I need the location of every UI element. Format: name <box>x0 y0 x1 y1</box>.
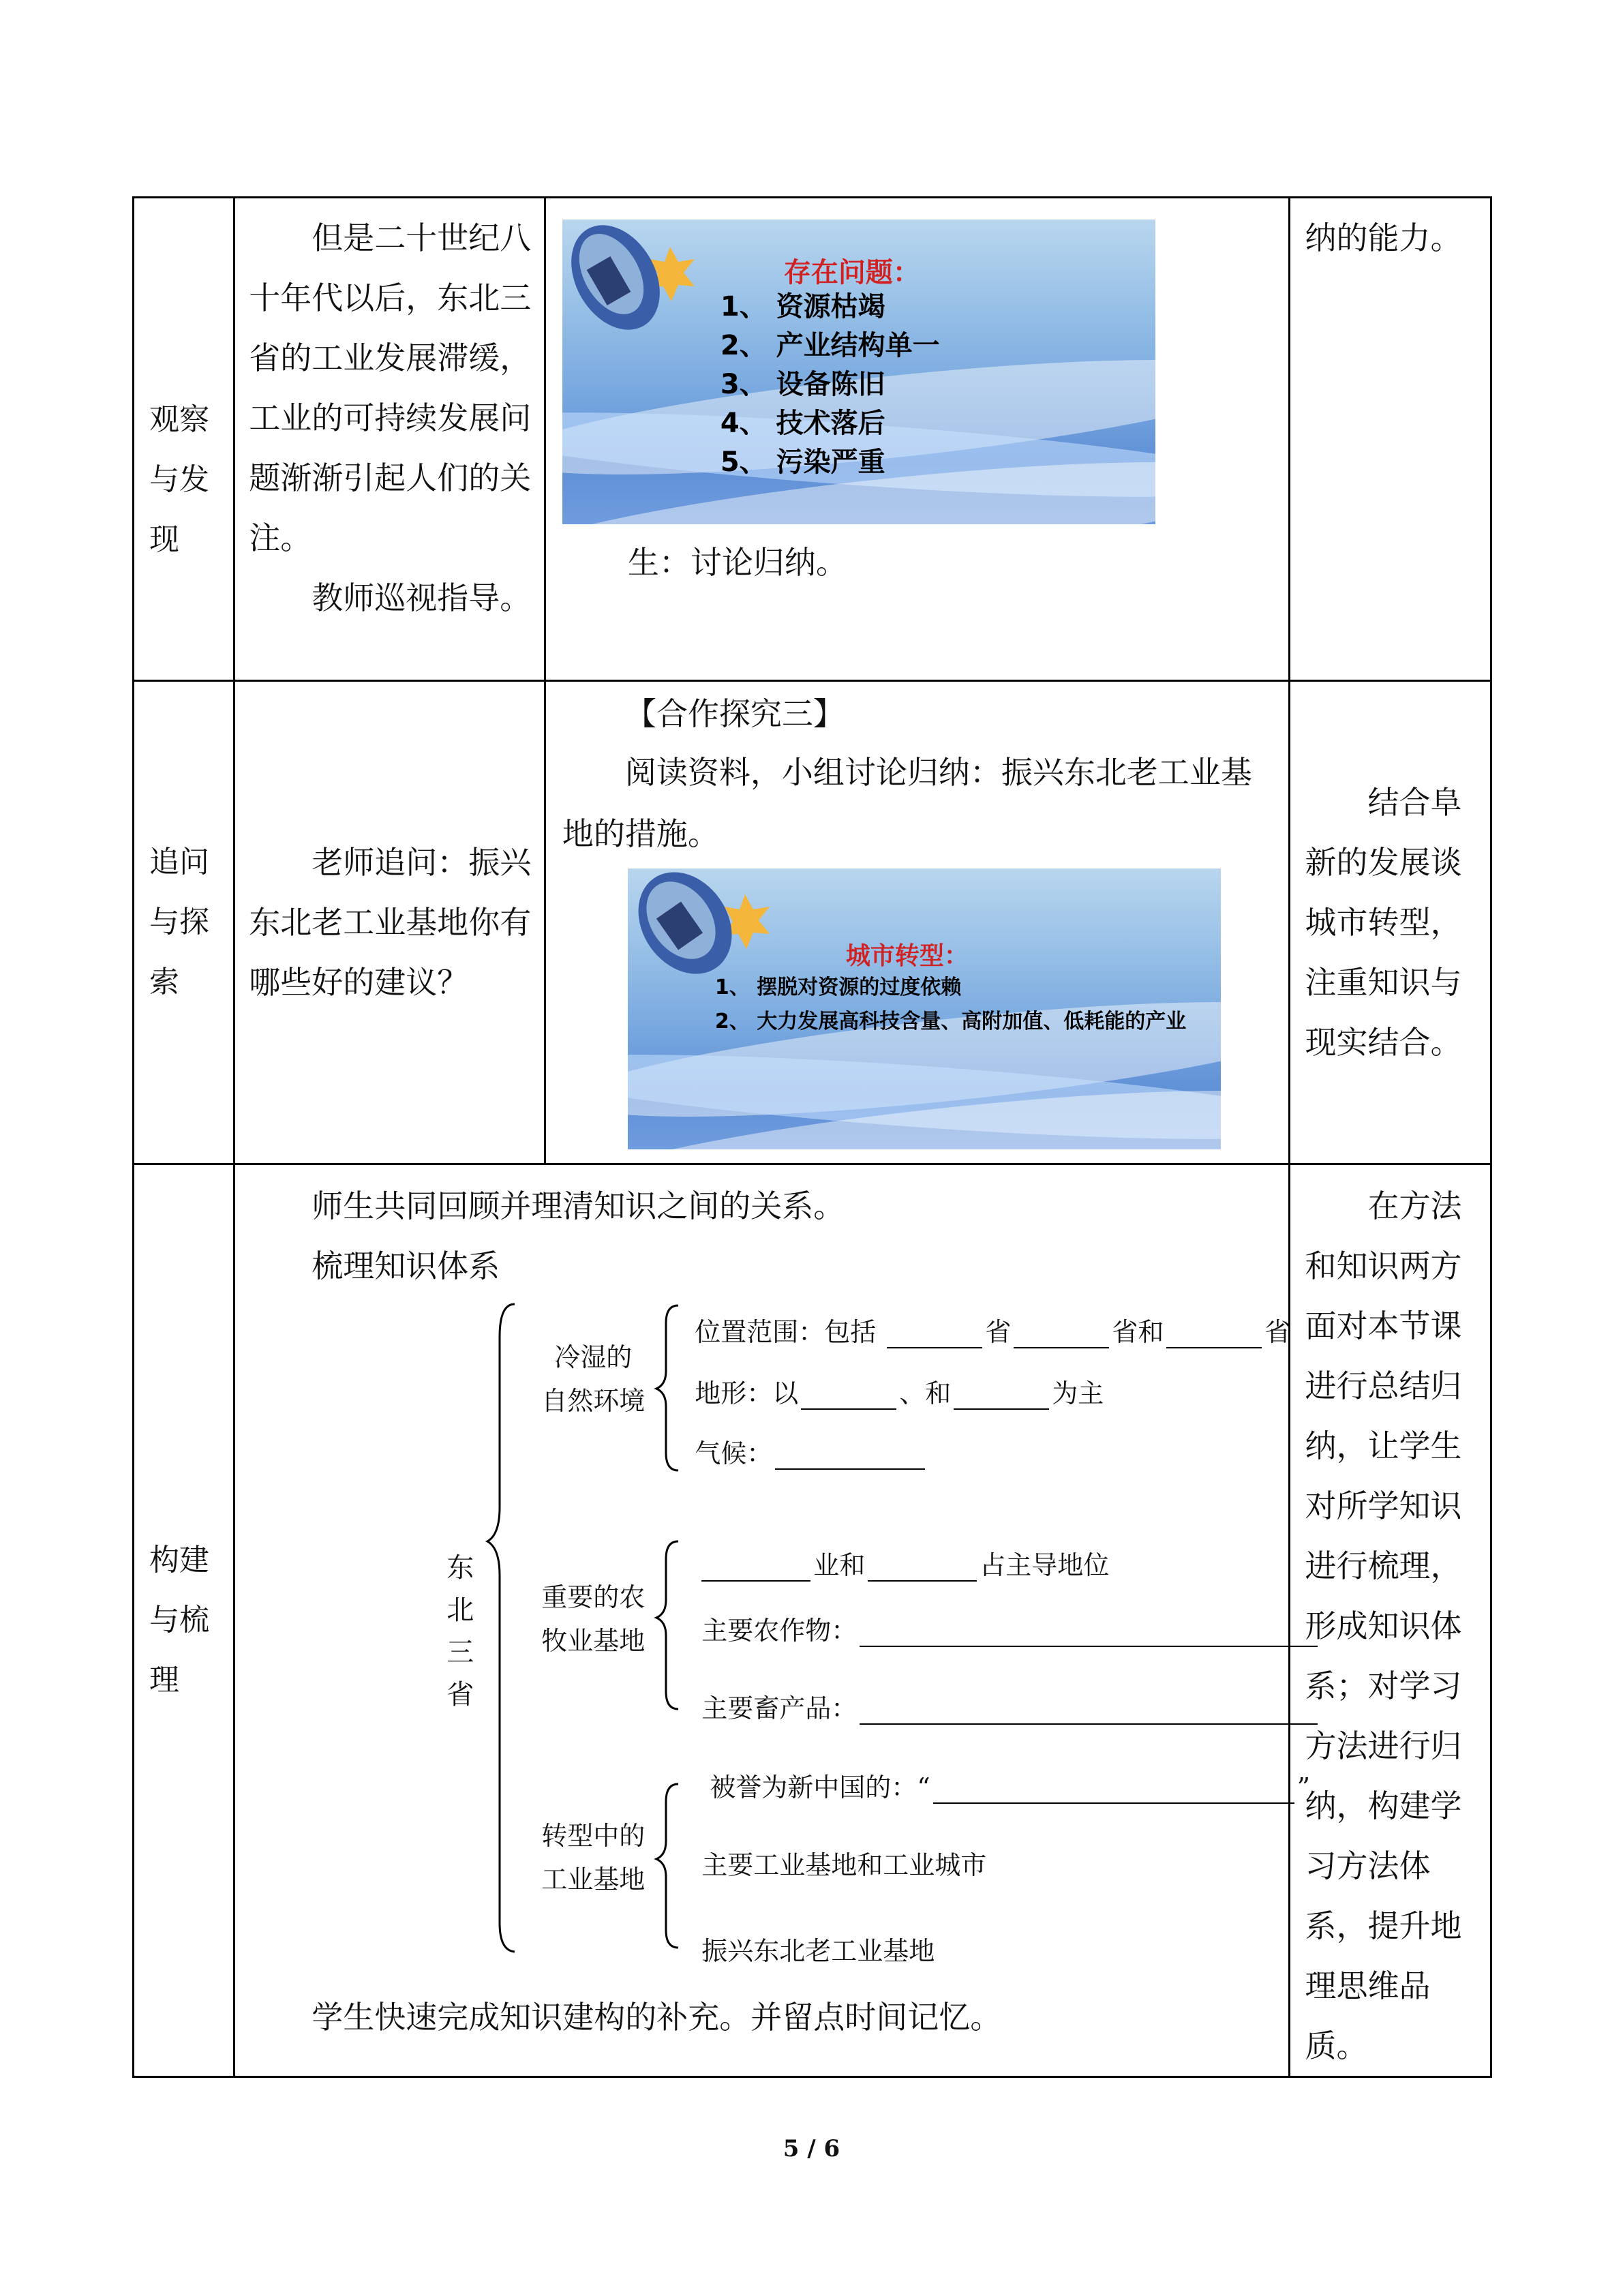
review-line: 梳理知识体系 <box>312 1248 500 1284</box>
lesson-table <box>132 196 1492 2078</box>
intent-text: 结合阜新的发展谈城市转型，注重知识与现实结合。 <box>1305 784 1462 1061</box>
student-text: 生：讨论归纳。 <box>627 544 847 581</box>
map-item: 主要工业基地和工业城市 <box>701 1850 987 1880</box>
list-item: 3、 设备陈旧 <box>720 369 885 400</box>
design-intent <box>1289 198 1491 681</box>
globe-logo-icon <box>631 868 780 984</box>
teacher-activity <box>234 681 545 1164</box>
stage-label: 追问 与探 索 <box>134 681 234 1164</box>
map-item: 主要畜产品： <box>701 1687 1320 1725</box>
list-item: 5、 污染严重 <box>720 447 885 478</box>
student-activity <box>545 198 1289 681</box>
intent-text: 纳的能力。 <box>1305 220 1462 256</box>
review-content <box>234 1164 1311 2077</box>
map-item: 主要农作物： <box>701 1610 1320 1647</box>
map-item: 业和 占主导地位 <box>699 1544 1109 1582</box>
review-closing: 学生快速完成知识建构的补充。并留点时间记忆。 <box>312 1999 1002 2036</box>
table-row <box>134 1164 1491 2077</box>
table-row <box>134 681 1491 1164</box>
teacher-text: 老师追问：振兴东北老工业基地你有哪些好的建议？ <box>249 844 532 1001</box>
slide-title: 存在问题： <box>783 257 920 288</box>
teacher-activity <box>234 198 545 681</box>
fill-blank[interactable] <box>860 1696 1318 1725</box>
fill-blank[interactable] <box>860 1618 1318 1647</box>
map-item: 被誉为新中国的：“ ” <box>710 1772 1311 1802</box>
activity-task: 阅读资料，小组讨论归纳：振兴东北老工业基地的措施。 <box>562 754 1252 852</box>
intent-text: 在方法和知识两方面对本节课进行总结归纳，让学生对所学知识进行梳理，形成知识体系；对学习方法进行归纳，构建学习方法体系，提升地理思维品质。 <box>1305 1188 1462 2064</box>
fill-blank[interactable] <box>868 1553 977 1582</box>
fill-blank[interactable] <box>701 1553 810 1582</box>
fill-blank[interactable] <box>933 1775 1294 1804</box>
map-item: 气候： <box>695 1432 928 1470</box>
fill-blank[interactable] <box>954 1381 1049 1410</box>
branch-label: 冷湿的 自然环境 <box>541 1342 646 1416</box>
slide-image-problems <box>562 220 1155 524</box>
student-activity <box>545 681 1289 1164</box>
list-item: 4、 技术落后 <box>720 408 885 439</box>
list-item: 1、 摆脱对资源的过度依赖 <box>714 976 962 999</box>
slide-items <box>721 288 940 482</box>
map-item: 振兴东北老工业基地 <box>701 1936 935 1966</box>
list-item: 2、 大力发展高科技含量、高附加值、低耗能的产业 <box>714 1010 1187 1033</box>
fill-blank[interactable] <box>1166 1320 1262 1348</box>
fill-blank[interactable] <box>801 1381 896 1410</box>
stage-label: 构建 与梳 理 <box>134 1164 234 2077</box>
knowledge-map <box>249 1296 1311 1978</box>
map-item: 位置范围：包括 省 省和 省 <box>695 1317 1291 1347</box>
activity-heading: 【合作探究三】 <box>624 695 845 732</box>
slide-items <box>715 971 1192 1039</box>
table-row <box>134 198 1491 681</box>
design-intent <box>1289 681 1491 1164</box>
branch-label: 转型中的 工业基地 <box>541 1821 646 1894</box>
fill-blank[interactable] <box>775 1441 925 1470</box>
map-root: 东 北 三 省 <box>446 1552 474 1710</box>
teacher-text: 但是二十世纪八十年代以后，东北三省的工业发展滞缓，工业的可持续发展问题渐渐引起人们的关注。 <box>249 220 532 556</box>
fill-blank[interactable] <box>887 1320 982 1348</box>
globe-logo-icon <box>568 220 704 335</box>
fill-blank[interactable] <box>1014 1320 1109 1348</box>
list-item: 2、 产业结构单一 <box>720 330 940 361</box>
slide-image-transformation <box>628 868 1221 1149</box>
map-item: 地形：以 、和 为主 <box>695 1378 1104 1408</box>
stage-label: 观察 与发 现 <box>134 198 234 681</box>
review-line: 师生共同回顾并理清知识之间的关系。 <box>312 1188 845 1224</box>
page-number: 5 / 6 <box>783 2135 840 2162</box>
slide-title: 城市转型： <box>845 942 969 970</box>
teacher-text: 教师巡视指导。 <box>312 579 532 616</box>
branch-label: 重要的农 牧业基地 <box>541 1582 646 1656</box>
list-item: 1、 资源枯竭 <box>720 291 885 322</box>
